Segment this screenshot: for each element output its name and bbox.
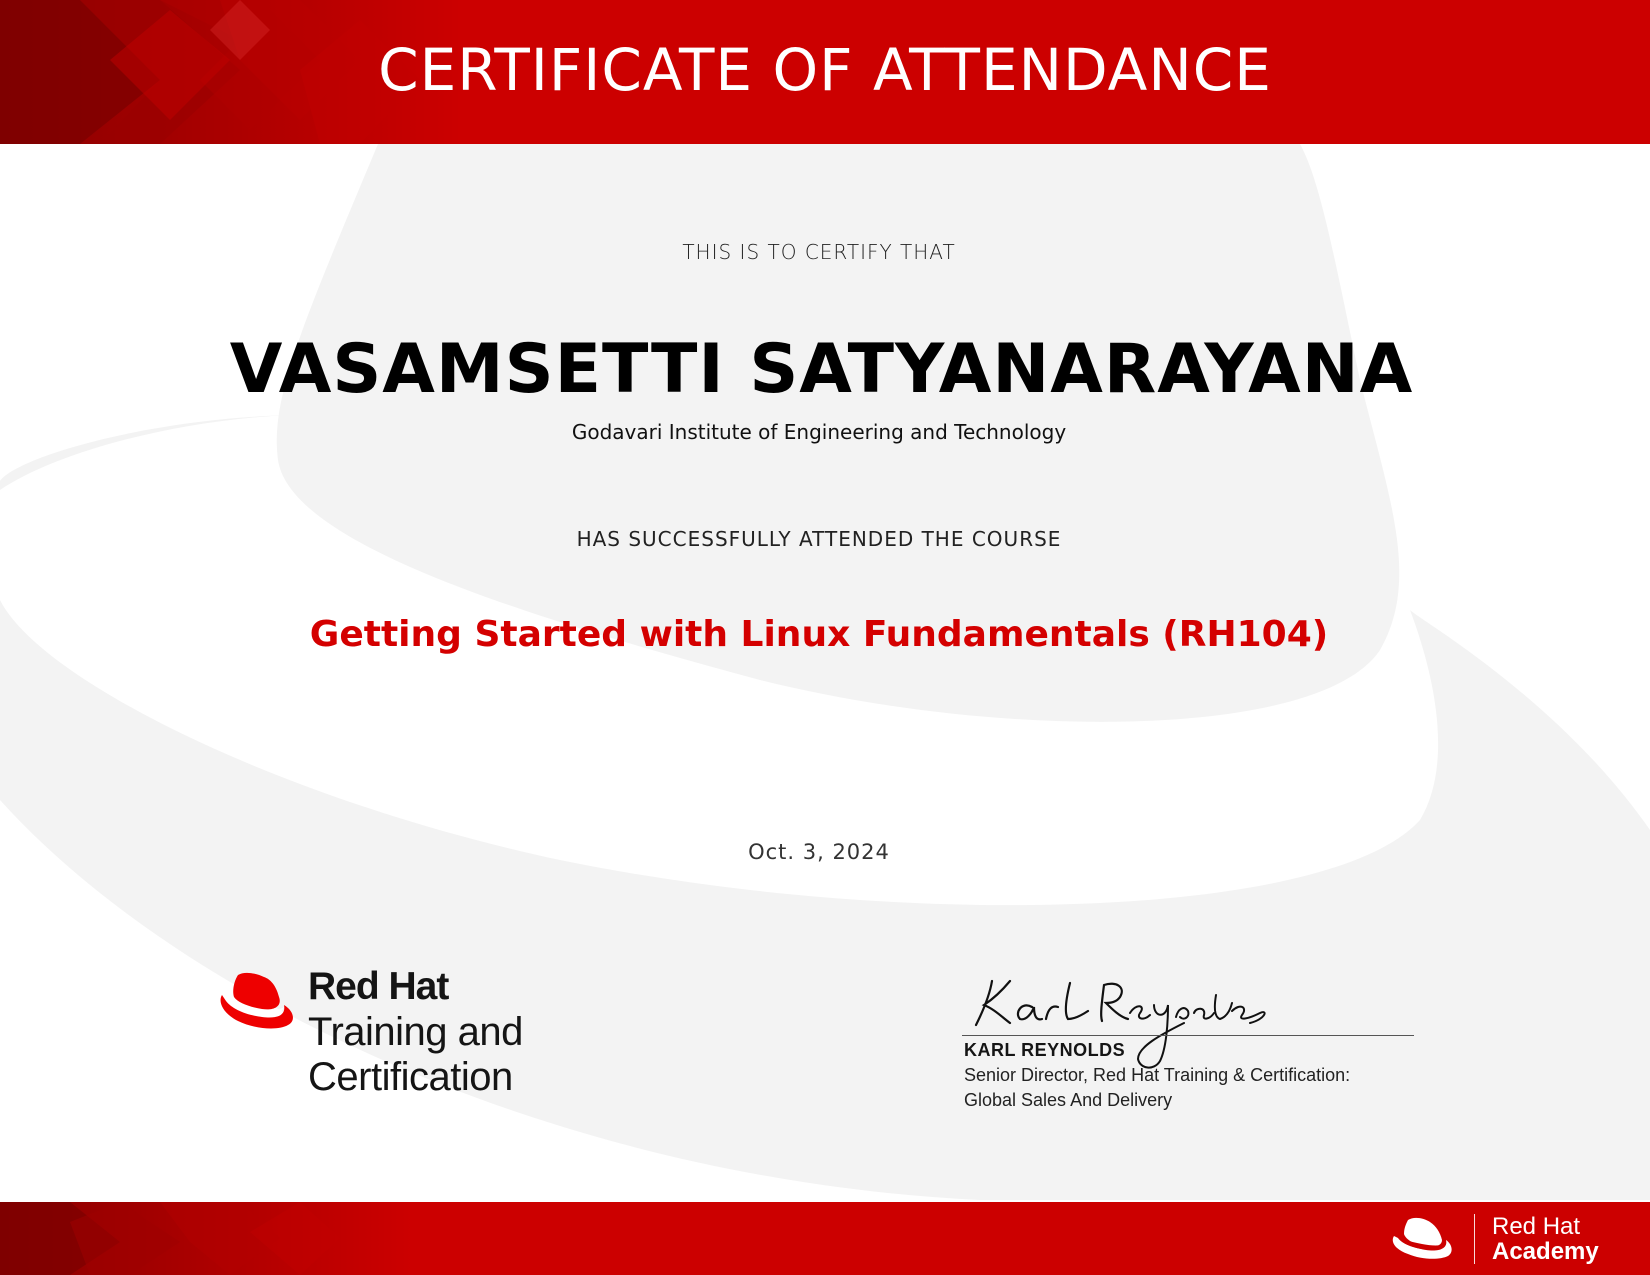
certificate-title: CERTIFICATE OF ATTENDANCE bbox=[378, 36, 1272, 104]
academy-divider bbox=[1474, 1214, 1475, 1264]
signer-title bbox=[964, 1063, 1350, 1113]
signer-title-line-1: Senior Director, Red Hat Training & Certification: bbox=[964, 1065, 1351, 1085]
recipient-name: VASAMSETTI SATYANARAYANA bbox=[229, 330, 1414, 409]
academy-text-academy: Academy bbox=[1492, 1238, 1599, 1265]
red-hat-academy-logo bbox=[1390, 1212, 1630, 1268]
academy-text-red-hat: Red Hat bbox=[1492, 1213, 1581, 1240]
red-hat-logo-icon bbox=[216, 971, 298, 1033]
signature-block bbox=[962, 975, 1414, 1115]
course-title: Getting Started with Linux Fundamentals (RH104) bbox=[309, 614, 1329, 655]
academy-hat-icon bbox=[1390, 1216, 1456, 1262]
logo-brand-name: Red Hat bbox=[308, 965, 449, 1008]
issue-date: Oct. 3, 2024 bbox=[748, 840, 890, 864]
logo-text-certification: Certification bbox=[308, 1055, 513, 1099]
certify-statement: THIS IS TO CERTIFY THAT bbox=[682, 240, 956, 264]
signer-name: KARL REYNOLDS bbox=[964, 1040, 1126, 1060]
top-banner bbox=[0, 0, 1650, 144]
institution-name: Godavari Institute of Engineering and Technology bbox=[571, 420, 1067, 444]
logo-text-training: Training and bbox=[308, 1010, 523, 1054]
signature-line bbox=[962, 1035, 1414, 1036]
red-hat-training-logo bbox=[216, 965, 576, 1115]
attendance-statement: HAS SUCCESSFULLY ATTENDED THE COURSE bbox=[576, 527, 1062, 551]
signer-title-line-2: Global Sales And Delivery bbox=[964, 1090, 1173, 1110]
